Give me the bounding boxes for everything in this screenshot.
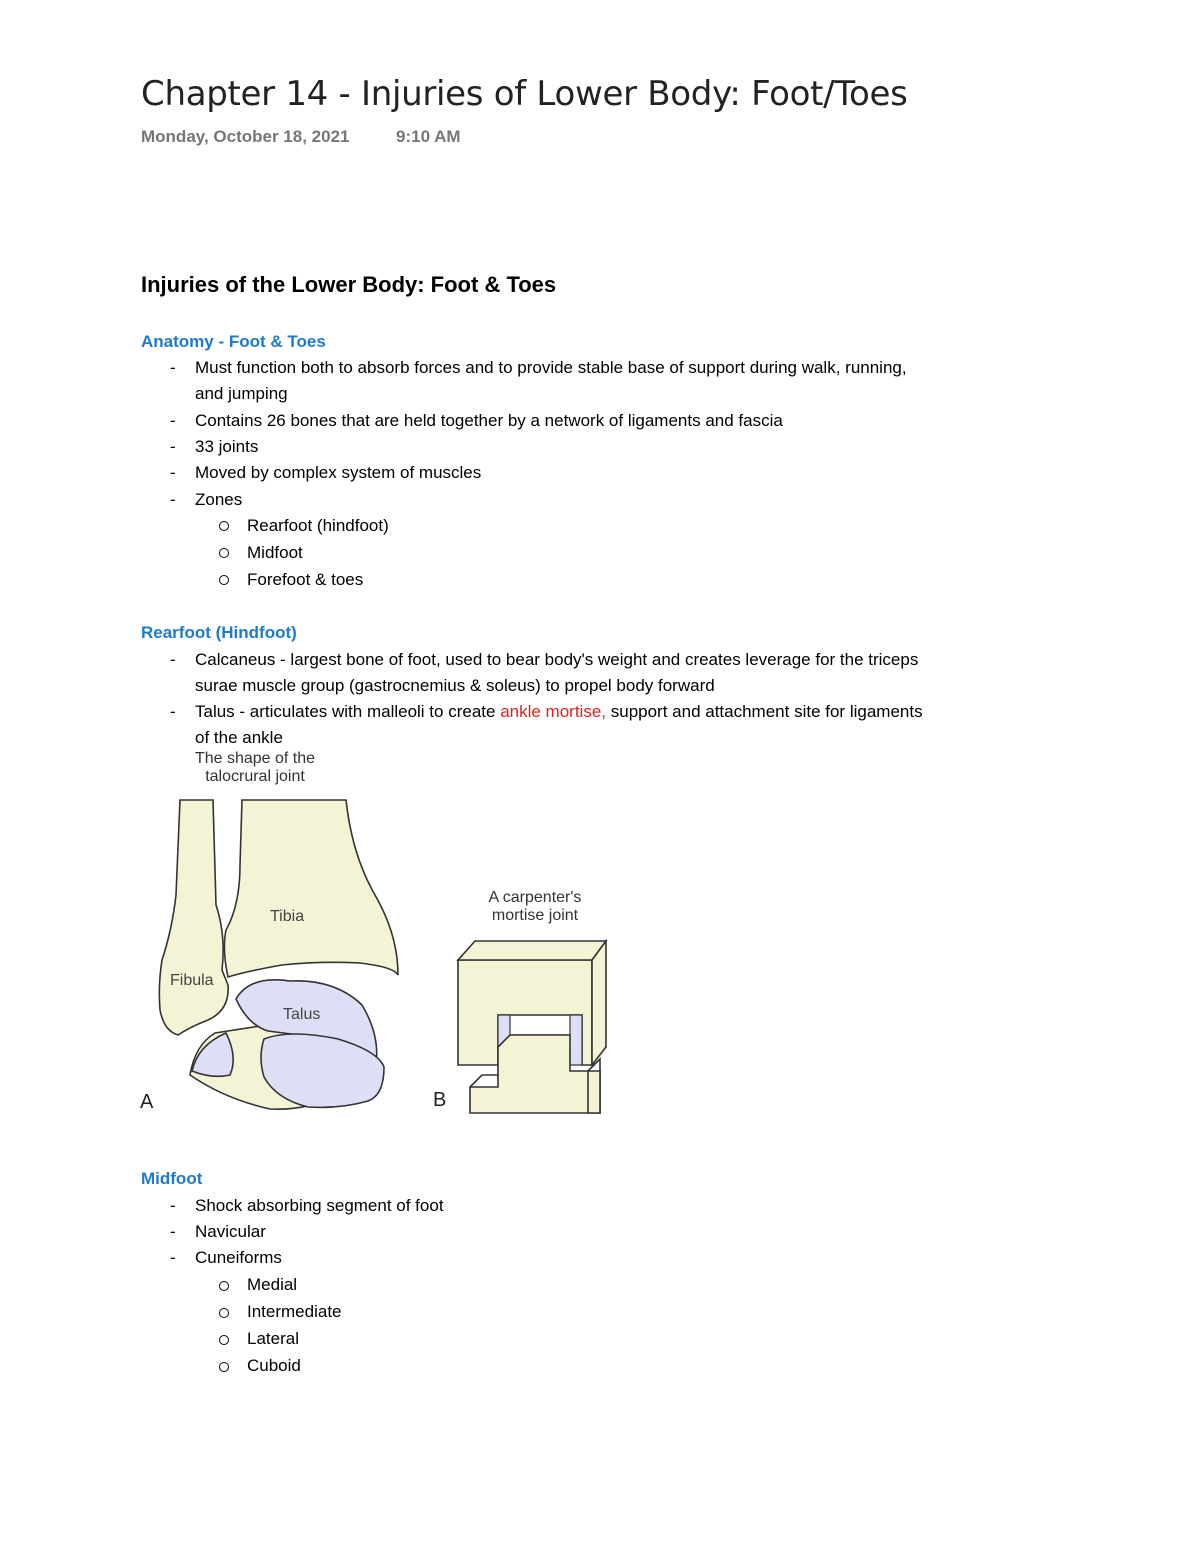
bullet-dash: - [170, 411, 176, 430]
anatomy-heading: Anatomy - Foot & Toes [141, 332, 326, 351]
section-heading: Injuries of the Lower Body: Foot & Toes [141, 272, 557, 297]
list-item: Rearfoot (hindfoot) [247, 516, 389, 535]
bullet-dash: - [170, 702, 176, 721]
list-item: 33 joints [195, 437, 259, 456]
tibia-label: Tibia [270, 908, 305, 925]
cuboid-shape [192, 1033, 233, 1076]
list-item: surae muscle group (gastrocnemius & soleus) to propel body forward [195, 676, 715, 695]
mortise-block [458, 941, 606, 1113]
bullet-circle [219, 1281, 229, 1291]
ankle-mortise-highlight: ankle mortise, [500, 702, 607, 721]
list-item: Moved by complex system of muscles [195, 463, 482, 482]
list-item: Zones [195, 490, 243, 509]
bullet-circle [219, 1308, 229, 1318]
fibula-label: Fibula [170, 972, 214, 989]
bullet-dash: - [170, 1222, 176, 1241]
list-item: Forefoot & toes [247, 570, 364, 589]
figure-letter-b: B [433, 1089, 447, 1111]
list-item: Midfoot [247, 543, 303, 562]
fibula-shape [159, 800, 228, 1035]
figure-caption-a: The shape of the talocrural joint [194, 750, 316, 785]
bullet-circle [219, 575, 229, 585]
talus-label: Talus [283, 1006, 321, 1023]
page-title: Chapter 14 - Injuries of Lower Body: Foot/Toes [141, 74, 908, 114]
list-item: Must function both to absorb forces and to provide stable base of support during walk, running, [195, 358, 907, 377]
figure-caption-b: A carpenter's mortise joint [488, 889, 582, 924]
list-item: of the ankle [195, 728, 283, 747]
tenon-side [588, 1071, 600, 1113]
talus-text-rest: support and attachment site for ligaments [606, 702, 923, 721]
bullet-dash: - [170, 463, 176, 482]
list-item: Calcaneus - largest bone of foot, used to bear body's weight and creates leverage for the triceps [195, 650, 919, 669]
talus-text: Talus - articulates with malleoli to create [195, 702, 501, 721]
mortise-top-face [458, 941, 606, 960]
bullet-dash: - [170, 358, 176, 377]
list-item: and jumping [195, 384, 288, 403]
tibia-shape [224, 800, 398, 977]
ankle-joint-diagram [130, 795, 630, 1125]
bullet-dash: - [170, 1248, 176, 1267]
list-item: Medial [247, 1275, 298, 1294]
list-item: Cuboid [247, 1356, 301, 1375]
bullet-dash: - [170, 1196, 176, 1215]
bullet-circle [219, 1362, 229, 1372]
bullet-circle [219, 548, 229, 558]
bullet-circle [219, 521, 229, 531]
list-item: Navicular [195, 1222, 266, 1241]
bullet-dash: - [170, 650, 176, 669]
figure-letter-a: A [140, 1091, 154, 1113]
list-item: Shock absorbing segment of foot [195, 1196, 444, 1215]
list-item: Lateral [247, 1329, 299, 1348]
rearfoot-heading: Rearfoot (Hindfoot) [141, 623, 297, 642]
list-item [195, 699, 923, 726]
midfoot-heading: Midfoot [141, 1169, 203, 1188]
bullet-circle [219, 1335, 229, 1345]
bullet-dash: - [170, 490, 176, 509]
list-item: Contains 26 bones that are held together by a network of ligaments and fascia [195, 411, 783, 430]
bullet-dash: - [170, 437, 176, 456]
page-time: 9:10 AM [396, 127, 461, 146]
list-item: Cuneiforms [195, 1248, 282, 1267]
page-date: Monday, October 18, 2021 [141, 127, 350, 146]
list-item: Intermediate [247, 1302, 342, 1321]
mortise-side-face [592, 941, 606, 1065]
